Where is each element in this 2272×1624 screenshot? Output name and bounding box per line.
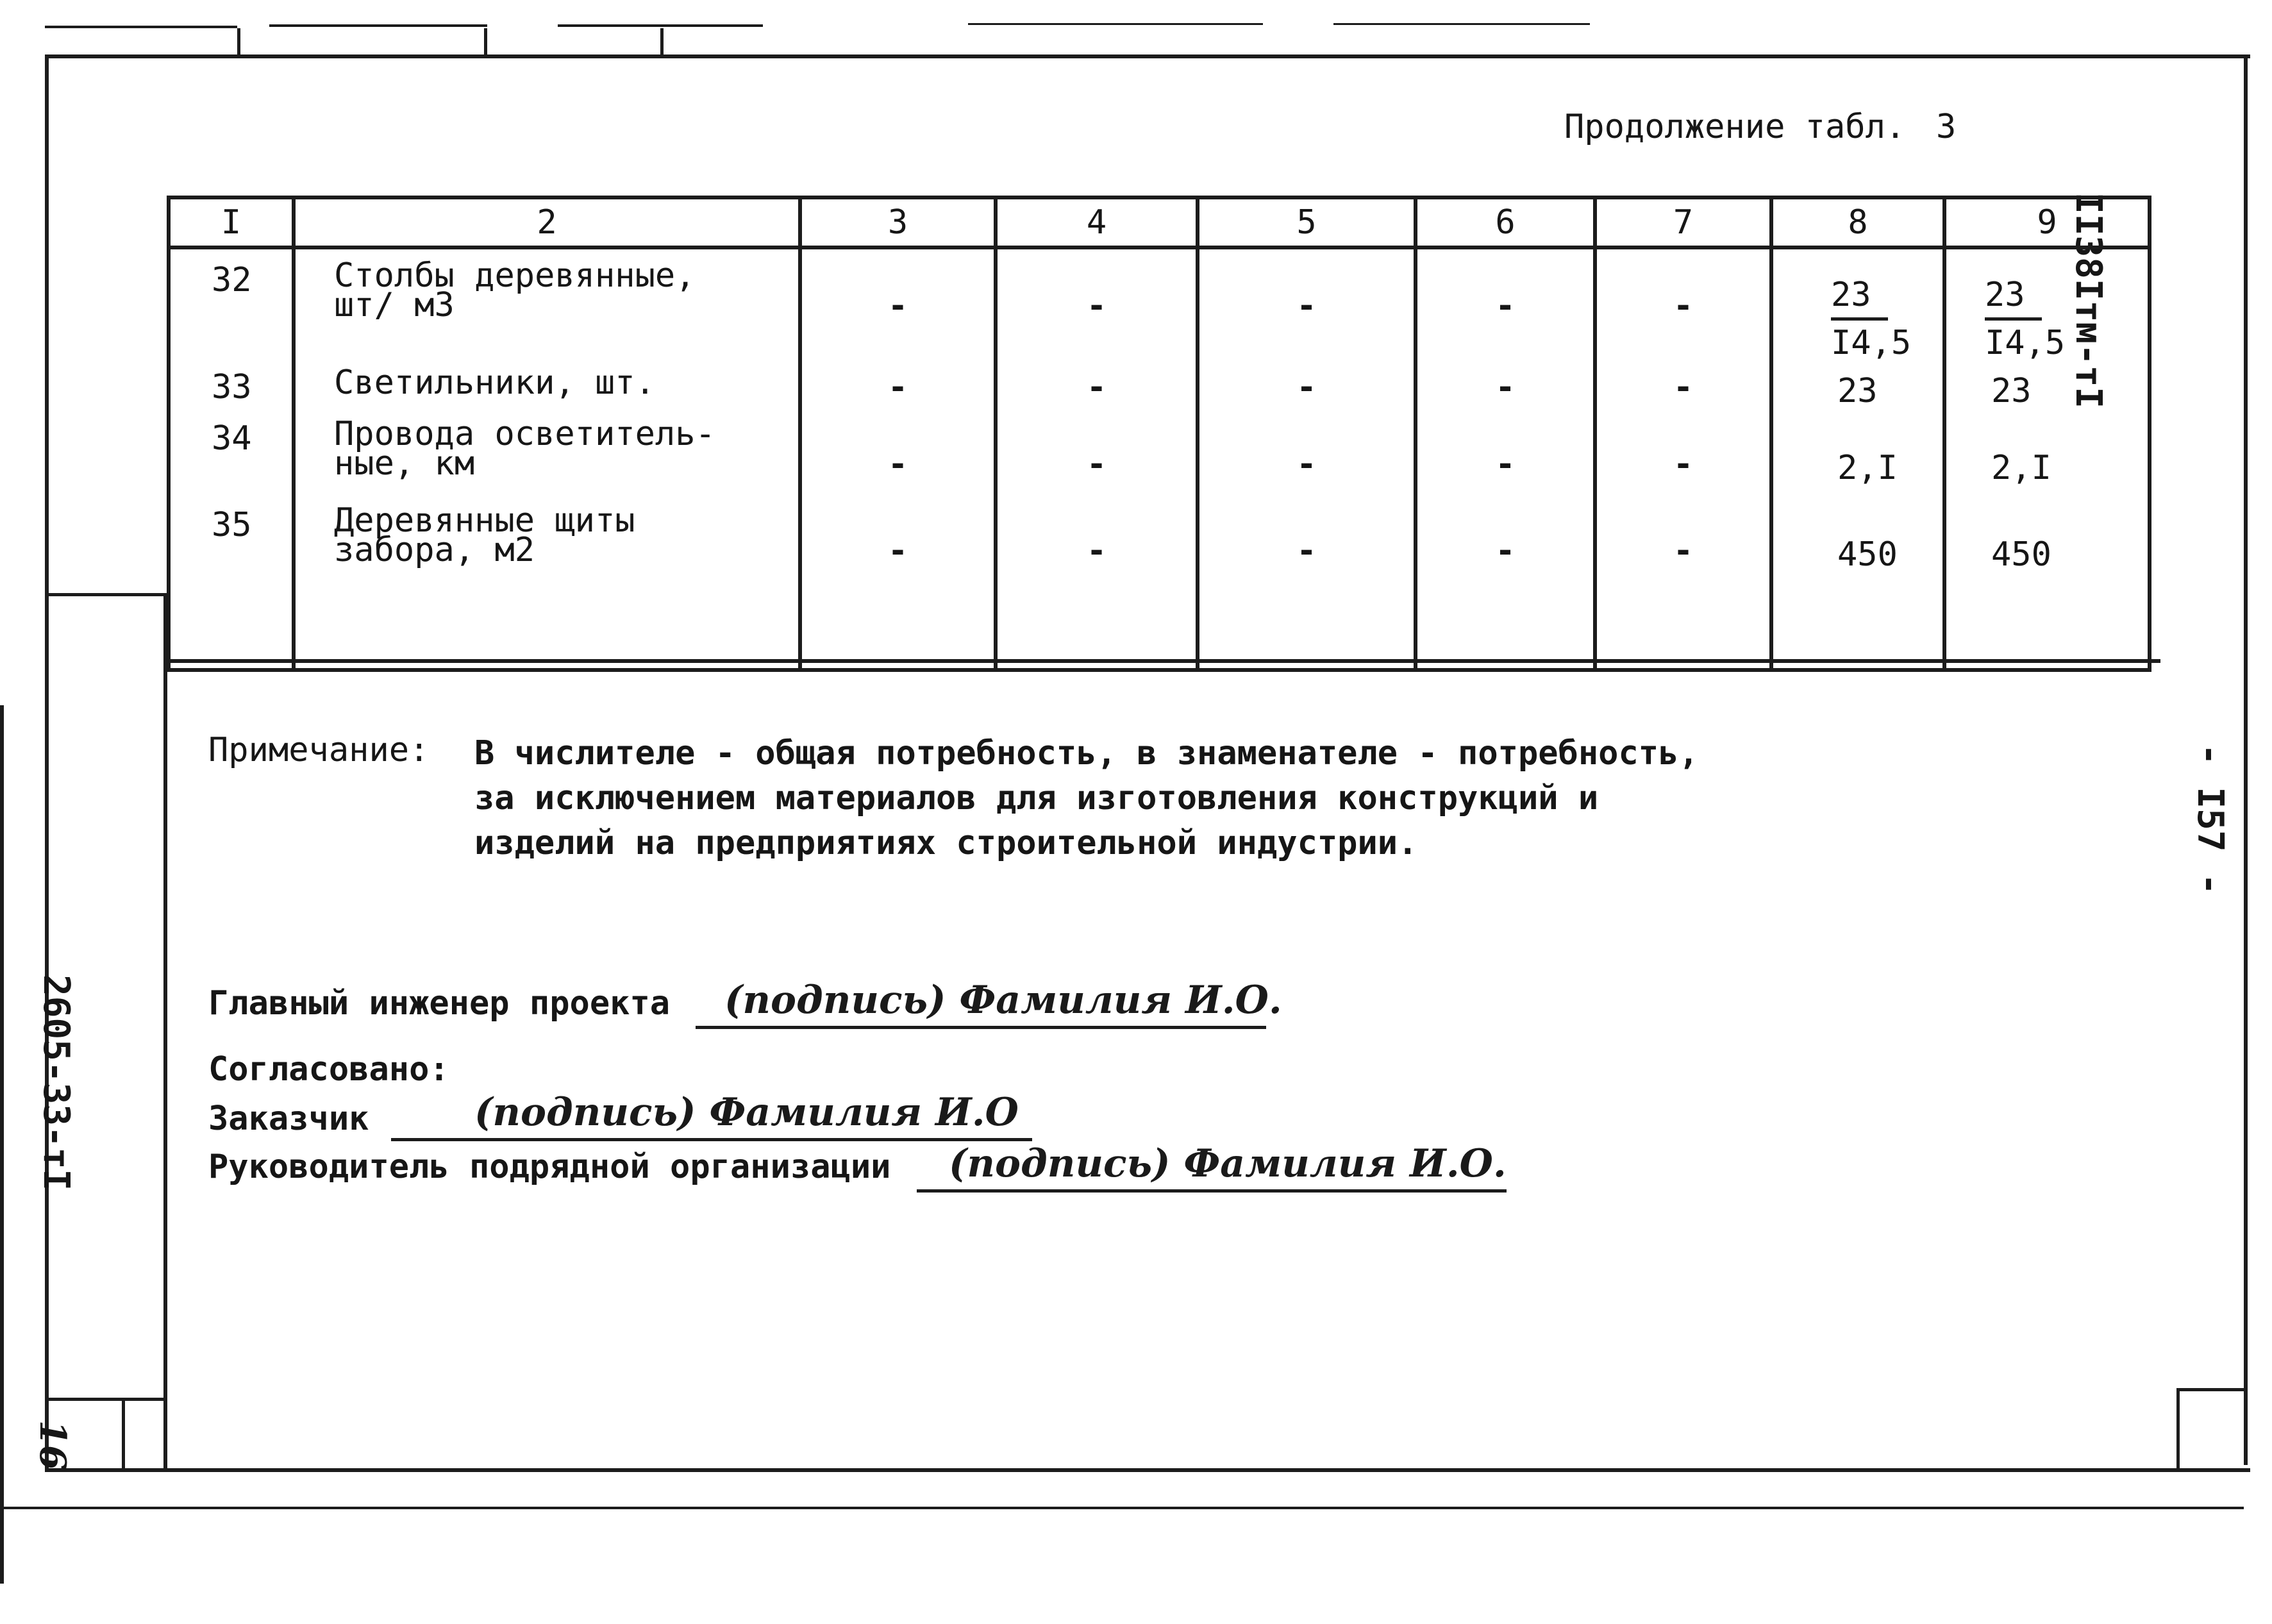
frame-top-fragment — [1333, 23, 1590, 25]
frame-top-tick — [237, 28, 240, 57]
cell-value: 450 — [1944, 503, 2150, 670]
table-row — [169, 503, 2150, 670]
customer-signature: (подпись) Фамилия И.О — [474, 1090, 1019, 1135]
cell-value: - — [1416, 365, 1595, 417]
cell-value: - — [800, 365, 996, 417]
row-name — [294, 503, 800, 670]
page-left-edge — [0, 705, 4, 1584]
cell-value: 2,I — [1944, 417, 2150, 503]
column-header: 5 — [1198, 197, 1416, 247]
note-line: изделий на предприятиях строительной индустрии. — [474, 824, 1418, 862]
cell-value: - — [800, 503, 996, 670]
row-name-line: шт/ м3 — [334, 286, 455, 324]
customer-label: Заказчик — [208, 1100, 369, 1138]
fraction-cell — [1944, 247, 2150, 365]
frame-top-fragment — [269, 24, 487, 27]
table-row — [169, 417, 2150, 503]
frame-top-line — [45, 54, 2250, 58]
column-header: 2 — [294, 197, 800, 247]
fraction-denominator: I4,5 — [1831, 324, 1912, 362]
column-header: 6 — [1416, 197, 1595, 247]
cell-value: - — [800, 417, 996, 503]
table-number: 3 — [1936, 108, 1957, 146]
cell-value: - — [1595, 417, 1771, 503]
row-name-line: Светильники, шт. — [334, 364, 655, 402]
sheet-number: 16 — [31, 1420, 74, 1470]
frame-right-stamp — [2176, 1388, 2247, 1391]
row-name-line: Провода осветитель- — [334, 415, 715, 453]
cell-value: - — [1198, 417, 1416, 503]
cell-value: - — [996, 417, 1198, 503]
frame-stamp-divider — [45, 1398, 167, 1401]
column-header: 4 — [996, 197, 1198, 247]
frame-inner-left-line — [163, 593, 167, 1471]
column-header: 8 — [1771, 197, 1944, 247]
cell-value: 450 — [1771, 503, 1944, 670]
signature-underline — [391, 1138, 1032, 1141]
cell-value: - — [1416, 417, 1595, 503]
row-name-line: ные, км — [334, 444, 475, 483]
cell-value: - — [1595, 365, 1771, 417]
row-name — [294, 247, 800, 365]
frame-right-line — [2244, 54, 2248, 1465]
column-header: 9 — [1944, 197, 2150, 247]
frame-stamp-divider — [122, 1398, 125, 1468]
signature-underline — [696, 1026, 1266, 1029]
frame-top-fragment — [558, 24, 763, 27]
frame-bottom-line — [45, 1468, 2250, 1472]
row-name-line: забора, м2 — [334, 531, 535, 569]
contractor-signature: (подпись) Фамилия И.О. — [949, 1141, 1507, 1186]
frame-top-tick — [484, 28, 487, 57]
cell-value: - — [1416, 247, 1595, 365]
table-row — [169, 365, 2150, 417]
row-number: 33 — [169, 365, 294, 417]
cell-value: - — [1595, 503, 1771, 670]
cell-value: 23 — [1944, 365, 2150, 417]
continuation-label: Продолжение табл. — [1564, 108, 1906, 146]
document-code-left: 2605-33-тI — [35, 975, 77, 1191]
note-text — [474, 731, 1699, 866]
table-header-row — [169, 197, 2150, 247]
page-bottom-line — [0, 1507, 2244, 1509]
frame-top-fragment — [968, 23, 1263, 25]
chief-engineer-label: Главный инженер проекта — [208, 984, 671, 1023]
materials-table — [167, 196, 2151, 672]
note-label: Примечание: — [208, 731, 430, 769]
cell-value: - — [1416, 503, 1595, 670]
frame-top-tick — [660, 28, 664, 57]
chief-engineer-signature: (подпись) Фамилия И.О. — [724, 978, 1282, 1023]
cell-value: - — [1198, 247, 1416, 365]
row-name-line: Деревянные щиты — [334, 501, 635, 540]
row-number: 34 — [169, 417, 294, 503]
contractor-label: Руководитель подрядной организации — [208, 1148, 891, 1186]
column-header: I — [169, 197, 294, 247]
cell-value: - — [1595, 247, 1771, 365]
fraction-numerator: 23 — [1831, 272, 1888, 321]
row-number: 32 — [169, 247, 294, 365]
column-header: 3 — [800, 197, 996, 247]
fraction-denominator: I4,5 — [1985, 324, 2066, 362]
frame-right-stamp — [2176, 1388, 2180, 1468]
cell-value: 23 — [1771, 365, 1944, 417]
cell-value: - — [1198, 503, 1416, 670]
agreed-label: Согласовано: — [208, 1050, 449, 1089]
cell-value: 2,I — [1771, 417, 1944, 503]
cell-value: - — [800, 247, 996, 365]
cell-value: - — [996, 365, 1198, 417]
row-number: 35 — [169, 503, 294, 670]
row-name — [294, 417, 800, 503]
row-name-line: Столбы деревянные, — [334, 256, 696, 295]
table-row — [169, 247, 2150, 365]
frame-left-line — [45, 54, 49, 1471]
document-code-right: II38Iтм-тI — [2067, 192, 2109, 409]
fraction-cell — [1771, 247, 1944, 365]
signature-underline — [917, 1189, 1507, 1193]
fraction-numerator: 23 — [1985, 272, 2042, 321]
frame-stamp-divider — [45, 593, 167, 596]
row-name — [294, 365, 800, 417]
page-number: - I57 - — [2189, 744, 2231, 896]
cell-value: - — [996, 503, 1198, 670]
cell-value: - — [996, 247, 1198, 365]
note-line: В числителе - общая потребность, в знаменателе - потребность, — [474, 734, 1699, 773]
note-line: за исключением материалов для изготовления конструкций и — [474, 779, 1599, 817]
column-header: 7 — [1595, 197, 1771, 247]
frame-top-fragment — [45, 26, 237, 28]
cell-value: - — [1198, 365, 1416, 417]
